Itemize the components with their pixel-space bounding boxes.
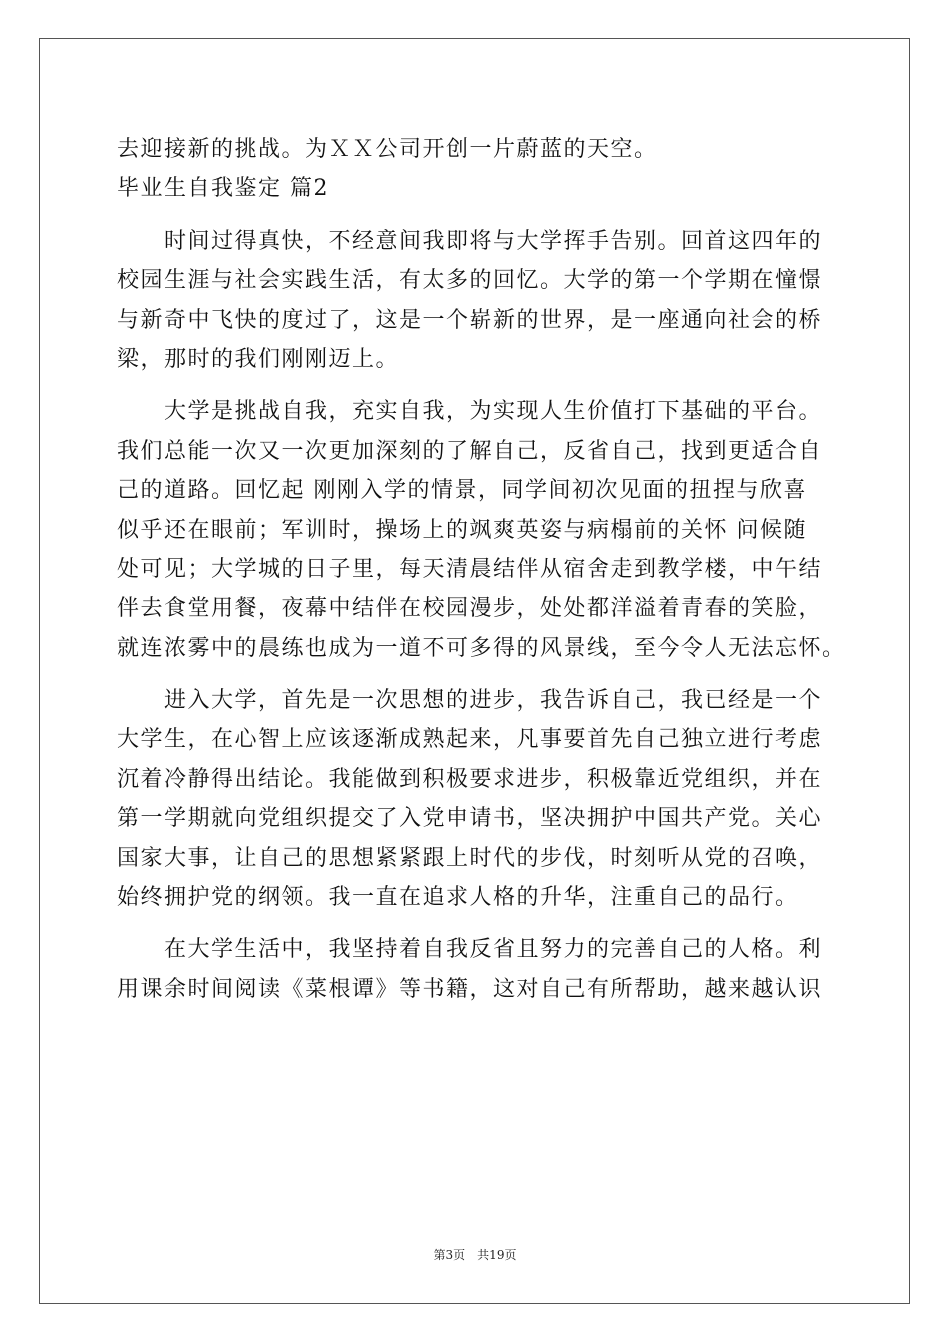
document-body (117, 130, 846, 1009)
text-line: 伴去食堂用餐，夜幕中结伴在校园漫步，处处都洋溢着青春的笑脸， (117, 596, 823, 622)
text-line: 就连浓雾中的晨练也成为一道不可多得的风景线，至今令人无法忘怀。 (117, 635, 846, 661)
text-line: 始终拥护党的纲领。我一直在追求人格的升华，注重自己的品行。 (117, 885, 799, 911)
page-footer: 第3页 共19页 (433, 1248, 517, 1262)
text-line: 用课余时间阅读《菜根谭》等书籍，这对自己有所帮助，越来越认识 (117, 976, 823, 1002)
text-line: 校园生涯与社会实践生活，有太多的回忆。大学的第一个学期在憧憬 (117, 268, 823, 294)
text-line: 毕业生自我鉴定 篇2 (117, 176, 329, 202)
paragraph (117, 681, 837, 917)
paragraph (117, 222, 837, 380)
text-line: 进入大学，首先是一次思想的进步，我告诉自己，我已经是一个 (117, 688, 823, 714)
text-line: 沉着冷静得出结论。我能做到积极要求进步，积极靠近党组织，并在 (117, 766, 823, 792)
text-line: 与新奇中飞快的度过了，这是一个崭新的世界，是一座通向社会的桥 (117, 307, 823, 333)
text-line: 大学生，在心智上应该逐渐成熟起来，凡事要首先自己独立进行考虑 (117, 727, 823, 753)
paragraph (117, 392, 846, 668)
paragraph (117, 930, 837, 1009)
text-line: 在大学生活中，我坚持着自我反省且努力的完善自己的人格。利 (117, 937, 823, 963)
text-line: 处可见；大学城的日子里，每天清晨结伴从宿舍走到教学楼，中午结 (117, 556, 823, 582)
text-line: 去迎接新的挑战。为ＸＸ公司开创一片蔚蓝的天空。 (117, 137, 658, 162)
text-line: 己的道路。回忆起 刚刚入学的情景，同学间初次见面的扭捏与欣喜 (117, 478, 807, 504)
text-line: 时间过得真快，不经意间我即将与大学挥手告别。回首这四年的 (117, 228, 823, 254)
text-block (117, 130, 837, 169)
text-line: 第一学期就向党组织提交了入党申请书，坚决拥护中国共产党。关心 (117, 806, 823, 832)
text-line: 似乎还在眼前；军训时，操场上的飒爽英姿与病榻前的关怀 问候随 (117, 517, 807, 543)
text-line: 梁，那时的我们刚刚迈上。 (117, 346, 400, 372)
text-line: 大学是挑战自我，充实自我，为实现人生价值打下基础的平台。 (117, 399, 823, 425)
section-heading (117, 169, 837, 208)
text-line: 国家大事，让自己的思想紧紧跟上时代的步伐，时刻听从党的召唤， (117, 845, 823, 871)
text-line: 我们总能一次又一次更加深刻的了解自己，反省自己，找到更适合自 (117, 438, 823, 464)
